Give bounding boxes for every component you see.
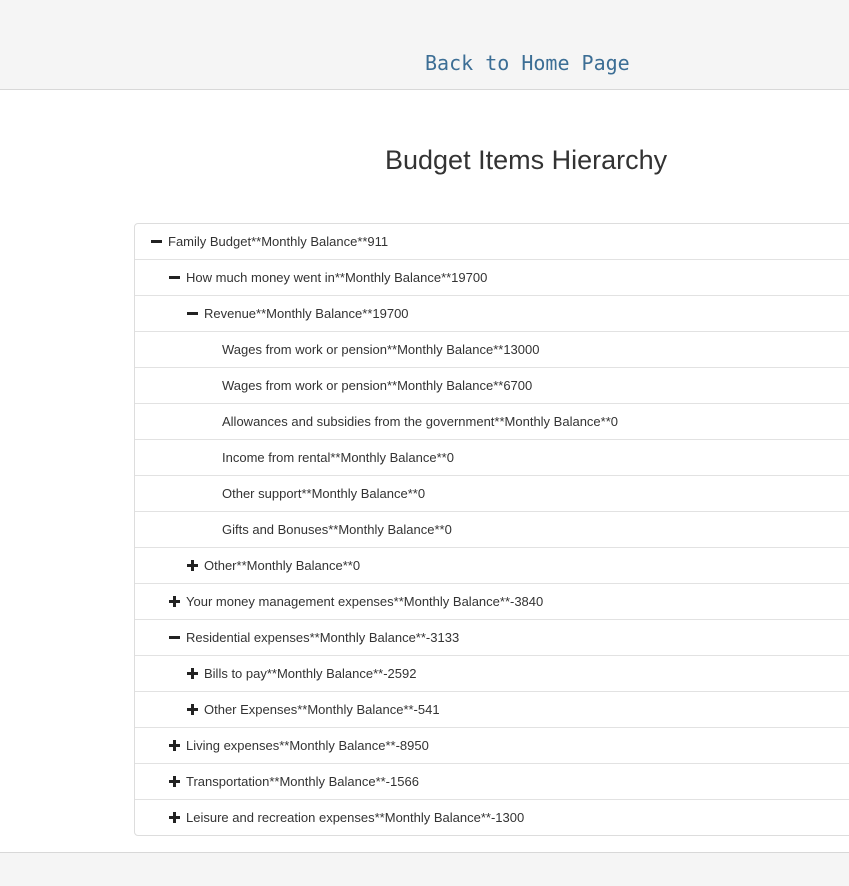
tree-row[interactable]: [135, 799, 849, 835]
budget-tree: [134, 223, 849, 836]
tree-row[interactable]: [135, 224, 849, 259]
expand-plus-icon[interactable]: [187, 560, 198, 571]
tree-row[interactable]: [135, 331, 849, 367]
expand-plus-icon[interactable]: [187, 668, 198, 679]
tree-row[interactable]: [135, 259, 849, 295]
collapse-minus-icon[interactable]: [169, 272, 180, 283]
tree-row-label: Wages from work or pension**Monthly Balance**6700: [222, 378, 533, 393]
tree-row-label: Gifts and Bonuses**Monthly Balance**0: [222, 522, 452, 537]
page-title: Budget Items Hierarchy: [385, 145, 668, 175]
tree-row-label: Family Budget**Monthly Balance**911: [168, 234, 389, 249]
bottom-bar: [0, 852, 849, 886]
collapse-minus-icon[interactable]: [151, 236, 162, 247]
expand-plus-icon[interactable]: [169, 776, 180, 787]
collapse-minus-icon[interactable]: [169, 632, 180, 643]
top-bar: [0, 0, 849, 90]
expand-plus-icon[interactable]: [169, 812, 180, 823]
tree-row[interactable]: [135, 619, 849, 655]
tree-row[interactable]: [135, 763, 849, 799]
tree-row-label: Bills to pay**Monthly Balance**-2592: [204, 666, 417, 681]
tree-row[interactable]: [135, 547, 849, 583]
tree-row[interactable]: [135, 655, 849, 691]
tree-row-label: Residential expenses**Monthly Balance**-3133: [186, 630, 460, 645]
tree-row[interactable]: [135, 475, 849, 511]
tree-row-label: Wages from work or pension**Monthly Balance**13000: [222, 342, 540, 357]
expand-plus-icon[interactable]: [169, 740, 180, 751]
tree-row[interactable]: [135, 295, 849, 331]
tree-row[interactable]: [135, 691, 849, 727]
tree-row-label: How much money went in**Monthly Balance**19700: [186, 270, 488, 285]
back-to-home-link[interactable]: Back to Home Page: [425, 51, 630, 75]
tree-row-label: Revenue**Monthly Balance**19700: [204, 306, 409, 321]
collapse-minus-icon[interactable]: [187, 308, 198, 319]
tree-row[interactable]: [135, 727, 849, 763]
tree-row[interactable]: [135, 511, 849, 547]
tree-row-label: Your money management expenses**Monthly Balance**-3840: [186, 594, 544, 609]
tree-row-label: Transportation**Monthly Balance**-1566: [186, 774, 419, 789]
tree-row-label: Allowances and subsidies from the government**Monthly Balance**0: [222, 414, 618, 429]
tree-row-label: Other**Monthly Balance**0: [204, 558, 361, 573]
tree-row[interactable]: [135, 583, 849, 619]
expand-plus-icon[interactable]: [187, 704, 198, 715]
expand-plus-icon[interactable]: [169, 596, 180, 607]
tree-row[interactable]: [135, 439, 849, 475]
tree-row-label: Living expenses**Monthly Balance**-8950: [186, 738, 429, 753]
tree-row-label: Income from rental**Monthly Balance**0: [222, 450, 454, 465]
tree-row-label: Other Expenses**Monthly Balance**-541: [204, 702, 440, 717]
tree-row[interactable]: [135, 403, 849, 439]
tree-row[interactable]: [135, 367, 849, 403]
tree-row-label: Other support**Monthly Balance**0: [222, 486, 426, 501]
tree-row-label: Leisure and recreation expenses**Monthly Balance**-1300: [186, 810, 525, 825]
